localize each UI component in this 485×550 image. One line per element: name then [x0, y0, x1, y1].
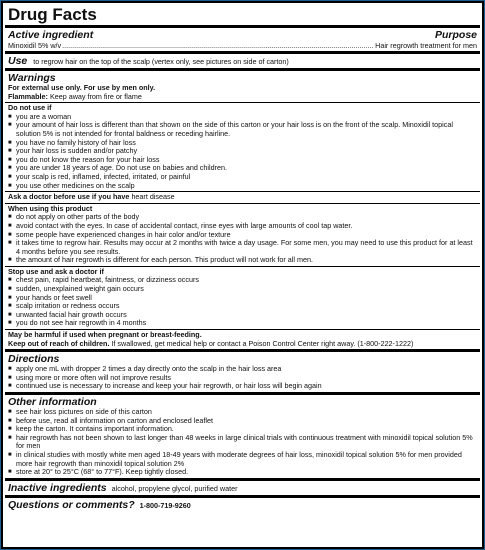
inactive-ingredients-heading: Inactive ingredients: [8, 481, 107, 494]
list-item: ■ apply one mL with dropper 2 times a day directly onto the scalp in the hair loss area: [8, 365, 477, 374]
active-ingredient-name: Minoxidil 5% w/v: [8, 41, 62, 50]
pregnancy-reach-section: [8, 330, 477, 349]
reach-children-label: Keep out of reach of children.: [8, 338, 110, 348]
list-item: ■ your hands or feet swell: [8, 294, 477, 303]
questions-phone: 1-800-719-9260: [139, 500, 191, 510]
list-item: ■ your amount of hair loss is different than that shown on the side of this carton or your hair loss is on the front of the scalp. Minoxidil topical solution 5% is not intended for frontal baldness or receding hairline.: [8, 121, 477, 138]
use-text: to regrow hair on the top of the scalp (vertex only, see pictures on side of carton): [33, 57, 289, 66]
active-ingredient-purpose: Hair regrowth treatment for men: [375, 41, 477, 50]
list-item: ■ you are under 18 years of age. Do not use on babies and children.: [8, 164, 477, 173]
list-item: ■ store at 20° to 25°C (68° to 77°F). Keep tightly closed.: [8, 468, 477, 477]
questions-heading: Questions or comments?: [8, 498, 135, 511]
list-item: ■ some people have experienced changes in hair color and/or texture: [8, 231, 477, 240]
list-item: ■ continued use is necessary to increase and keep your hair regrowth, or hair loss will begin again: [8, 382, 477, 391]
drug-facts-title: Drug Facts: [8, 5, 97, 24]
external-use-warning: For external use only. For use by men only.: [8, 83, 156, 92]
directions-section: [8, 352, 477, 392]
active-ingredient-section: [8, 28, 477, 51]
list-item: ■ see hair loss pictures on side of this carton: [8, 408, 477, 417]
warnings-section: [8, 71, 477, 102]
list-item: ■ scalp irritation or redness occurs: [8, 302, 477, 311]
inactive-ingredients-text: alcohol, propylene glycol, purified water: [111, 483, 238, 493]
other-information-section: [8, 395, 477, 478]
warnings-heading: Warnings: [8, 72, 56, 84]
list-item: ■ you use other medicines on the scalp: [8, 182, 477, 191]
reach-children-text: If swallowed, get medical help or contact a Poison Control Center right away. (1-800-222-1222): [111, 338, 414, 348]
active-ingredient-heading: Active ingredient: [8, 29, 94, 41]
directions-heading: Directions: [8, 353, 60, 366]
list-item: ■ the amount of hair regrowth is different for each person. This product will not work for all men.: [8, 256, 477, 265]
list-item: ■ you do not know the reason for your hair loss: [8, 156, 477, 165]
do-not-use-heading: Do not use if: [8, 103, 52, 113]
pregnancy-warning: May be harmful if used when pregnant or breast-feeding.: [8, 330, 202, 340]
stop-use-heading: Stop use and ask a doctor if: [8, 266, 104, 276]
leader-dots: [62, 41, 374, 50]
questions-section: [8, 498, 477, 512]
list-item: ■ you do not see hair regrowth in 4 months: [8, 319, 477, 328]
list-item: ■ before use, read all information on carton and enclosed leaflet: [8, 417, 477, 426]
list-item: ■ do not apply on other parts of the body: [8, 213, 477, 222]
inactive-ingredients-section: [8, 481, 477, 495]
list-item: ■ your hair loss is sudden and/or patchy: [8, 147, 477, 156]
list-item: ■ keep the carton. It contains important information.: [8, 425, 477, 434]
ask-doctor-section: [8, 192, 477, 203]
list-item: ■ you are a woman: [8, 113, 477, 122]
list-item: ■ you have no family history of hair loss: [8, 139, 477, 148]
list-item: ■ your scalp is red, inflamed, infected, irritated, or painful: [8, 173, 477, 182]
drug-facts-panel: [1, 1, 484, 549]
list-item: ■ in clinical studies with mostly white men aged 18-49 years with moderate degrees of hair loss, minoxidil topical solution 5% for men provided more hair regrowth than minoxidil topical solution 2%: [8, 451, 477, 468]
list-item: ■ unwanted facial hair growth occurs: [8, 311, 477, 320]
list-item: ■ chest pain, rapid heartbeat, faintness, or dizziness occurs: [8, 276, 477, 285]
use-section: [8, 54, 477, 68]
use-heading: Use: [8, 55, 28, 67]
list-item: ■ avoid contact with the eyes. In case of accidental contact, rinse eyes with large amounts of cool tap water.: [8, 222, 477, 231]
purpose-heading: Purpose: [434, 29, 477, 41]
stop-use-section: [8, 267, 477, 329]
list-item: ■ using more or more often will not improve results: [8, 374, 477, 383]
ask-doctor-text: heart disease: [131, 192, 175, 202]
flammable-label: Flammable:: [8, 91, 48, 101]
list-item: ■ it takes time to regrow hair. Results may occur at 2 months with twice a day usage. For some men, you may need to use this product for at least 4 months before you see results.: [8, 239, 477, 256]
list-item: ■ hair regrowth has not been shown to last longer than 48 weeks in large clinical trials with continuous treatment with minoxidil topical solution 5% for men: [8, 434, 477, 451]
other-information-heading: Other information: [8, 396, 97, 408]
flammable-text: Keep away from fire or flame: [49, 91, 142, 101]
when-using-heading: When using this product: [8, 203, 93, 213]
list-item: ■ sudden, unexplained weight gain occurs: [8, 285, 477, 294]
when-using-section: [8, 204, 477, 266]
do-not-use-section: [8, 103, 477, 191]
ask-doctor-heading: Ask a doctor before use if you have: [8, 192, 130, 202]
